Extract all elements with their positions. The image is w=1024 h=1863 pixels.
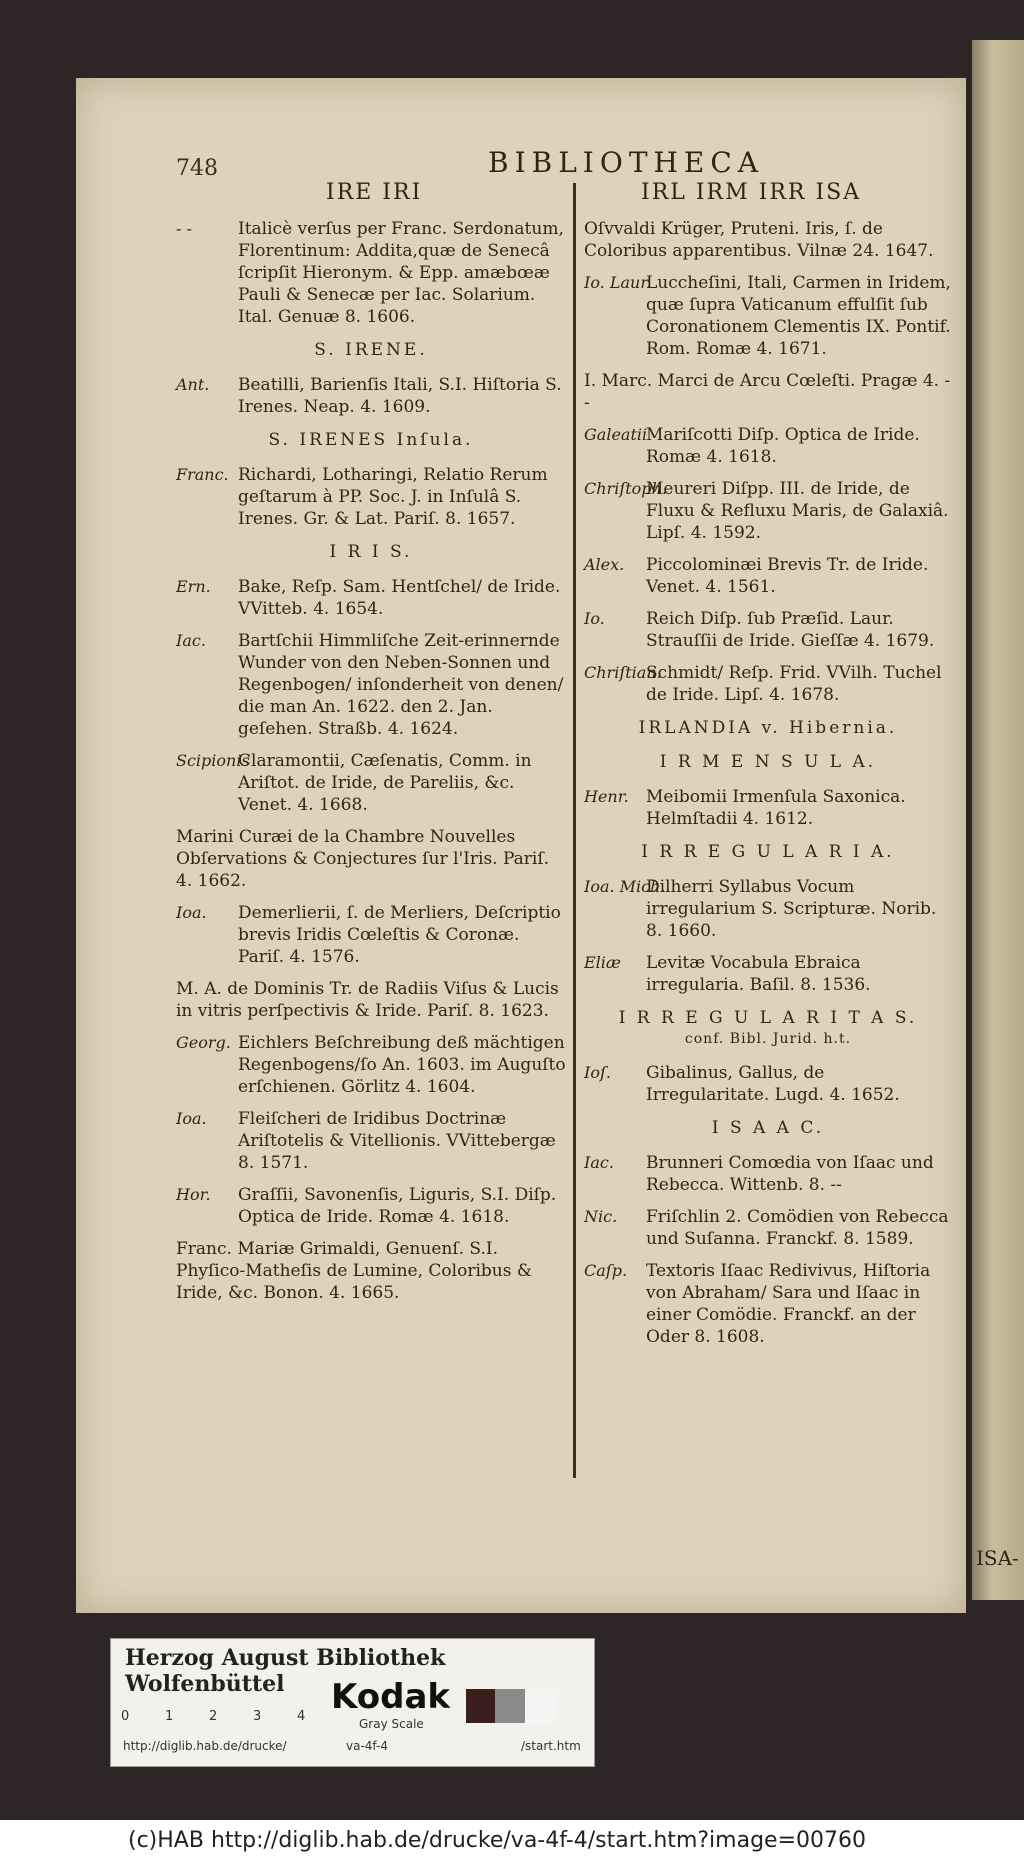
adjacent-page-edge (972, 40, 1024, 1600)
entry-given-name: Ioa. (176, 1109, 207, 1128)
catalog-entry (176, 902, 566, 968)
catalog-entry (584, 478, 952, 544)
entry-given-name: Ioa. Mich. (584, 877, 666, 896)
section-heading (176, 542, 566, 562)
entry-text: Graſſii, Savonenſis, Liguris, S.I. Diſp. Optica de Iride. Romæ 4. 1618. (238, 1185, 557, 1227)
catalog-entry (176, 978, 566, 1022)
entry-given-name: Io. Laur. (584, 273, 652, 292)
entry-text: Meureri Diſpp. III. de Iride, de Fluxu & Refluxu Maris, de Galaxiâ. Lipſ. 4. 1592. (646, 479, 949, 543)
catalog-entry (584, 786, 952, 830)
entry-given-name: Hor. (176, 1185, 211, 1204)
catalog-entry (176, 1238, 566, 1304)
catalog-entry (584, 370, 952, 414)
section-heading-text: I R R E G U L A R I T A S. (618, 1008, 918, 1028)
catalog-entry (584, 424, 952, 468)
left-column (176, 218, 566, 1314)
entry-text: Brunneri Comœdia von Iſaac und Rebecca. Wittenb. 8. -- (646, 1153, 934, 1195)
ruler (121, 1709, 306, 1727)
catalog-entry (176, 1108, 566, 1174)
catalog-entry (584, 608, 952, 652)
entry-given-name: Georg. (176, 1033, 231, 1052)
ruler-mark: 1 (165, 1709, 174, 1724)
entry-given-name: Chriſtoph. (584, 479, 667, 498)
entry-given-name: Franc. (176, 465, 229, 484)
entry-text: Luccheſini, Itali, Carmen in Iridem, quæ ſupra Vaticanum effulſit ſub Coronationem Clementis IX. Pontif. Rom. Romæ 4. 1671. (646, 273, 951, 359)
entry-given-name: Scipionis (176, 751, 250, 770)
entry-given-name: Io. (584, 609, 605, 628)
entry-given-name: Eliæ (584, 953, 621, 972)
ruler-mark: 2 (209, 1709, 218, 1724)
section-heading (176, 340, 566, 360)
entry-text: Claramontii, Cæſenatis, Comm. in Ariſtot. de Iride, de Pareliis, &c. Venet. 4. 1668. (238, 751, 532, 815)
section-heading-text: S. IRENES Inſula. (268, 430, 474, 450)
entry-given-name: Chriſtian. (584, 663, 662, 682)
entry-text: Fleiſcheri de Iridibus Doctrinæ Ariſtotelis & Vitellionis. VVittebergæ 8. 1571. (238, 1109, 556, 1173)
entry-given-name: Ern. (176, 577, 211, 596)
section-heading-text: S. IRENE. (314, 340, 428, 360)
section-heading (176, 430, 566, 450)
entry-text: Schmidt/ Reſp. Frid. VVilh. Tuchel de Iride. Lipſ. 4. 1678. (646, 663, 942, 705)
section-heading-text: I S A A C. (711, 1118, 825, 1138)
catalog-entry (584, 554, 952, 598)
section-heading (584, 752, 952, 772)
entry-text: Bartſchii Himmliſche Zeit-erinnernde Wunder von den Neben-Sonnen und Regenbogen/ inſonderheit von denen/ die man An. 1622. den 2. Jan. geſehen. Straßb. 4. 1624. (238, 631, 564, 739)
entry-text: Reich Diſp. ſub Præſid. Laur. Strauſſii de Iride. Gieſſæ 4. 1679. (646, 609, 935, 651)
ruler-mark: 3 (253, 1709, 262, 1724)
entry-given-name: Galeatii (584, 425, 648, 444)
section-heading-text: IRLANDIA v. Hibernia. (638, 718, 898, 738)
entry-text: Italicè verſus per Franc. Serdonatum, Florentinum: Addita,quæ de Senecâ ſcripſit Hieronym. & Epp. amæbœæ Pauli & Senecæ per Iac. Solarium. Ital. Genuæ 8. 1606. (238, 219, 564, 327)
catalog-entry (584, 1260, 952, 1348)
kodak-logo: Kodak (331, 1677, 450, 1717)
card-reference: va-4f-4 (346, 1739, 388, 1753)
entry-text: Meibomii Irmenſula Saxonica. Helmſtadii 4. 1612. (646, 787, 906, 829)
catalog-entry (176, 630, 566, 740)
entry-text: Marini Curæi de la Chambre Nouvelles Obſervations & Conjectures ſur l'Iris. Pariſ. 4. 1662. (176, 827, 550, 891)
entry-given-name: Ant. (176, 375, 210, 394)
entry-text: M. A. de Dominis Tr. de Radiis Viſus & Lucis in vitris perſpectivis & Iride. Pariſ. 8. 1623. (176, 979, 559, 1021)
catalog-entry (584, 272, 952, 360)
entry-text: Richardi, Lotharingi, Relatio Rerum geſtarum à PP. Soc. J. in Inſulâ S. Irenes. Gr. & Lat. Pariſ. 8. 1657. (238, 465, 548, 529)
card-url: http://diglib.hab.de/drucke/ (123, 1739, 287, 1753)
entry-given-name: Caſp. (584, 1261, 628, 1280)
right-column-heading: IRL IRM IRR ISA (641, 180, 862, 205)
ruler-mark: 0 (121, 1709, 130, 1724)
card-start: /start.htm (521, 1739, 581, 1753)
entry-given-name: - - (176, 219, 192, 238)
catalog-entry (176, 464, 566, 530)
section-heading (584, 842, 952, 862)
entry-text: Friſchlin 2. Comödien von Rebecca und Suſanna. Franckf. 8. 1589. (646, 1207, 949, 1249)
left-column-heading: IRE IRI (326, 180, 423, 205)
entry-text: Franc. Mariæ Grimaldi, Genuenſ. S.I. Phyſico-Matheſis de Lumine, Coloribus & Iride, &c. Bonon. 4. 1665. (176, 1239, 532, 1303)
catalog-entry (176, 750, 566, 816)
entry-given-name: Ioſ. (584, 1063, 611, 1082)
section-heading-text: I R M E N S U L A. (659, 752, 877, 772)
entry-given-name: Alex. (584, 555, 625, 574)
ruler-mark: 4 (297, 1709, 306, 1724)
catalog-entry (584, 1152, 952, 1196)
section-heading (584, 1118, 952, 1138)
entry-text: Piccolominæi Brevis Tr. de Iride. Venet. 4. 1561. (646, 555, 929, 597)
entry-text: Demerlierii, ſ. de Merliers, Deſcriptio brevis Iridis Cœleſtis & Coronæ. Pariſ. 4. 1576. (238, 903, 561, 967)
entry-text: Textoris Iſaac Redivivus, Hiſtoria von Abraham/ Sara und Iſaac in einer Comödie. Franckf. an der Oder 8. 1608. (646, 1261, 931, 1347)
catalog-entry (584, 1062, 952, 1106)
catalog-entry (584, 1206, 952, 1250)
running-title: BIBLIOTHECA (488, 146, 764, 179)
footer-bar (0, 1820, 1024, 1863)
copyright-link[interactable]: (c)HAB http://diglib.hab.de/drucke/va-4f-4/start.htm?image=00760 (128, 1828, 866, 1853)
entry-text: Bake, Reſp. Sam. Hentſchel/ de Iride. VVitteb. 4. 1654. (238, 577, 561, 619)
entry-text: Mariſcotti Diſp. Optica de Iride. Romæ 4. 1618. (646, 425, 920, 467)
gray-scale-patches (466, 1689, 554, 1723)
catalog-entry (176, 576, 566, 620)
library-target-card (110, 1638, 595, 1767)
page-number: 748 (176, 156, 218, 181)
catalog-entry (176, 374, 566, 418)
library-name: Herzog August Bibliothek Wolfenbüttel (125, 1645, 446, 1697)
section-subheading: conf. Bibl. Jurid. h.t. (684, 1031, 852, 1047)
entry-given-name: Ioa. (176, 903, 207, 922)
column-divider (573, 183, 576, 1478)
catalog-entry (584, 218, 952, 262)
entry-text: Levitæ Vocabula Ebraica irregularia. Baſil. 8. 1536. (646, 953, 871, 995)
section-heading (584, 1008, 952, 1048)
entry-given-name: Nic. (584, 1207, 618, 1226)
catalog-entry (176, 1032, 566, 1098)
entry-text: Oſvvaldi Krüger, Pruteni. Iris, ſ. de Coloribus apparentibus. Vilnæ 24. 1647. (584, 219, 934, 261)
catalog-entry (176, 826, 566, 892)
entry-text: Beatilli, Barienſis Itali, S.I. Hiſtoria S. Irenes. Neap. 4. 1609. (238, 375, 562, 417)
section-heading-text: I R R E G U L A R I A. (641, 842, 895, 862)
entry-text: Gibalinus, Gallus, de Irregularitate. Lugd. 4. 1652. (646, 1063, 900, 1105)
catalog-entry (176, 1184, 566, 1228)
catalog-entry (584, 876, 952, 942)
entry-text: Dilherri Syllabus Vocum irregularium S. Scripturæ. Norib. 8. 1660. (646, 877, 937, 941)
catalog-entry (176, 218, 566, 328)
gray-scale-label: Gray Scale (359, 1717, 424, 1731)
catchword: ISA- (976, 1546, 1019, 1570)
catalog-entry (584, 662, 952, 706)
book-page (76, 78, 1019, 1613)
section-heading (584, 718, 952, 738)
entry-given-name: Iac. (176, 631, 206, 650)
catalog-entry (584, 952, 952, 996)
right-column (584, 218, 952, 1358)
entry-text: I. Marc. Marci de Arcu Cœleſti. Pragæ 4. -- (584, 371, 951, 413)
entry-text: Eichlers Beſchreibung deß mächtigen Regenbogens/ſo An. 1603. im Auguſto erſchienen. Görlitz 4. 1604. (238, 1033, 566, 1097)
entry-given-name: Henr. (584, 787, 629, 806)
section-heading-text: I R I S. (329, 542, 413, 562)
entry-given-name: Iac. (584, 1153, 614, 1172)
